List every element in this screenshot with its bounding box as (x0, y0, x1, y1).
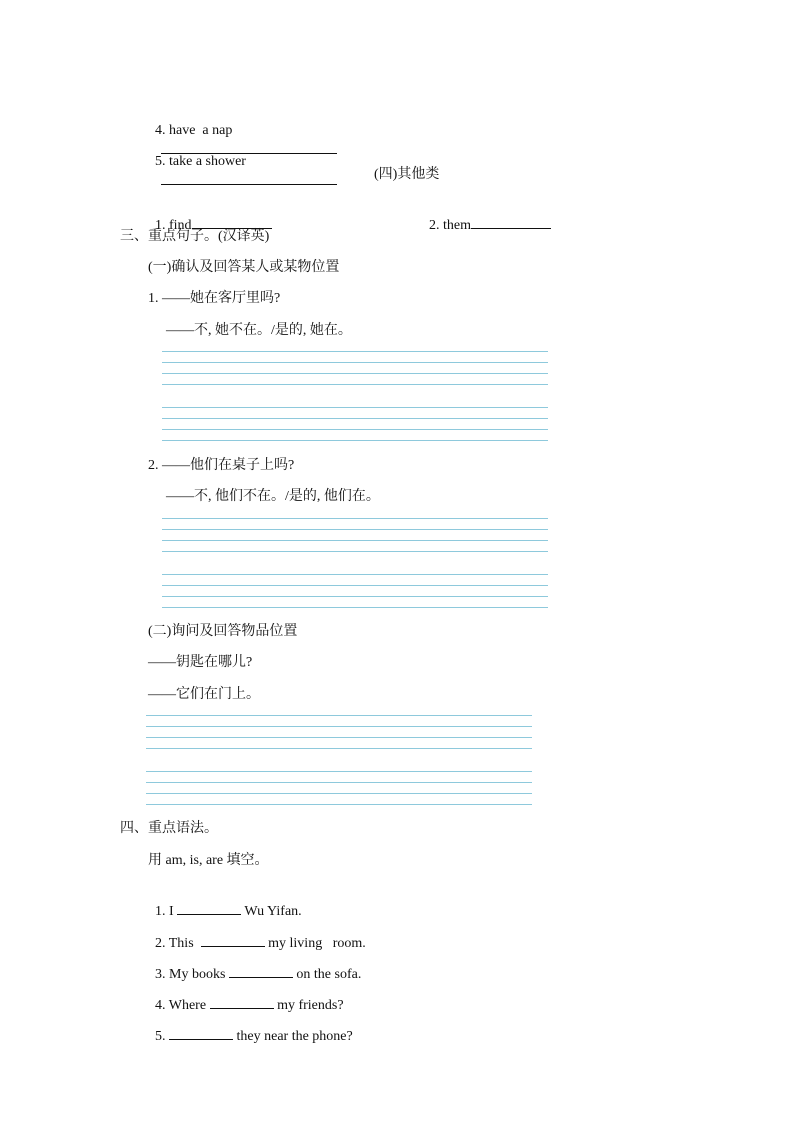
section-4-title: 四、重点语法。 (120, 821, 218, 836)
grammar-item-suffix: my living room. (264, 936, 366, 951)
question-2: 2. ——他们在桌子上吗? (148, 458, 295, 473)
phrase-item-5-label: 5. take a shower (155, 154, 246, 169)
grammar-item-suffix: Wu Yifan. (241, 904, 302, 919)
grammar-item-5 (148, 1008, 353, 1046)
question-3: ——钥匙在哪儿? (148, 655, 253, 670)
grammar-item-prefix: 2. This (155, 936, 201, 951)
answer-blank[interactable] (177, 901, 241, 915)
section-3-sub2-heading: (二)询问及回答物品位置 (148, 624, 298, 639)
answer-blank[interactable] (210, 995, 274, 1009)
grammar-item-suffix: on the sofa. (292, 967, 362, 982)
writing-lines-1[interactable] (162, 351, 548, 443)
other-item-1-label: 1. find (155, 218, 192, 233)
other-item-2-label: 2. them (429, 218, 471, 233)
grammar-item-prefix: 4. Where (155, 998, 210, 1013)
answer-blank[interactable] (169, 1026, 233, 1040)
section-3-title: 三、重点句子。(汉译英) (120, 229, 270, 244)
grammar-item-suffix: they near the phone? (233, 1029, 353, 1044)
answer-2: ——不, 他们不在。/是的, 他们在。 (166, 489, 380, 504)
answer-blank[interactable] (201, 933, 265, 947)
answer-blank[interactable] (161, 171, 337, 185)
answer-blank[interactable] (192, 215, 272, 229)
question-1: 1. ——她在客厅里吗? (148, 291, 281, 306)
section-4-instruction: 用 am, is, are 填空。 (148, 853, 269, 868)
grammar-item-prefix: 3. My books (155, 967, 229, 982)
section-3-sub1-heading: (一)确认及回答某人或某物位置 (148, 260, 340, 275)
writing-lines-2[interactable] (162, 518, 548, 610)
answer-1: ——不, 她不在。/是的, 她在。 (166, 323, 352, 338)
grammar-item-prefix: 1. I (155, 904, 178, 919)
answer-3: ——它们在门上。 (148, 687, 260, 702)
answer-blank[interactable] (471, 215, 551, 229)
answer-blank[interactable] (229, 964, 293, 978)
grammar-item-prefix: 5. (155, 1029, 169, 1044)
grammar-item-suffix: my friends? (273, 998, 344, 1013)
section-heading-other: (四)其他类 (374, 167, 440, 182)
phrase-item-4-label: 4. have a nap (155, 123, 233, 138)
phrase-item-5 (148, 135, 337, 191)
writing-lines-3[interactable] (146, 715, 532, 807)
other-item-2 (422, 197, 551, 235)
